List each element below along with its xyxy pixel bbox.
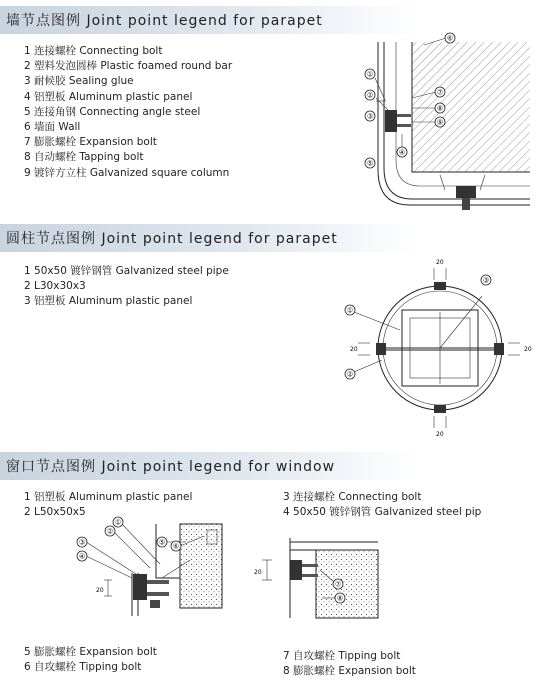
legend-item: 8 膨胀螺栓 Expansion bolt bbox=[283, 665, 416, 678]
legend-item: 6 墙面 Wall bbox=[24, 120, 81, 133]
legend-item: 8 自动螺栓 Tapping bolt bbox=[24, 151, 144, 164]
column-callouts bbox=[345, 275, 491, 379]
window-joint-drawing-right bbox=[0, 518, 538, 638]
callout-label: ⑤ bbox=[158, 538, 166, 547]
dimension-label: 20 bbox=[254, 569, 262, 576]
legend-item: 3 连接螺栓 Connecting bolt bbox=[283, 491, 422, 503]
legend-item: 9 镀锌方立柱 Galvanized square column bbox=[24, 166, 230, 179]
legend-item: 2 塑料发泡圆棒 Plastic foamed round bar bbox=[24, 60, 233, 73]
callout-label: ④ bbox=[78, 552, 86, 561]
legend-item: 7 膨胀螺栓 Expansion bolt bbox=[24, 136, 157, 149]
section-header-column bbox=[0, 224, 420, 252]
legend-item: 1 50x50 镀锌钢管 Galvanized steel pipe bbox=[24, 265, 229, 277]
legend-item: 4 50x50 镀锌钢管 Galvanized steel pip bbox=[283, 506, 482, 519]
column-joint-drawing bbox=[0, 250, 538, 450]
callout-label: ③ bbox=[482, 276, 490, 285]
wall-hatch bbox=[412, 42, 530, 172]
legend-item: 6 自攻螺栓 Tipping bolt bbox=[24, 661, 142, 674]
legend-window-top-left bbox=[24, 490, 192, 520]
callout-label: ④ bbox=[398, 148, 406, 157]
section-title: 窗口节点图例 Joint point legend for window bbox=[6, 459, 336, 475]
callout-label: ② bbox=[366, 91, 374, 100]
dimension-label: 20 bbox=[436, 431, 444, 438]
callout-label: ⑦ bbox=[334, 580, 342, 589]
legend-item: 7 自攻螺栓 Tipping bolt bbox=[283, 650, 401, 662]
callout-label: ① bbox=[114, 518, 122, 527]
section-title: 圆柱节点图例 Joint point legend for parapet bbox=[6, 231, 338, 247]
callout-label: ⑥ bbox=[172, 542, 180, 551]
legend-window-bottom-right bbox=[283, 649, 416, 679]
section-header-window bbox=[0, 452, 420, 480]
wall-joint-drawing bbox=[0, 0, 538, 230]
legend-item: 2 L30x30x3 bbox=[24, 280, 86, 293]
legend-item: 1 铝塑板 Aluminum plastic panel bbox=[24, 491, 193, 503]
legend-item: 4 铝塑板 Aluminum plastic panel bbox=[24, 90, 193, 103]
legend-item: 2 L50x50x5 bbox=[24, 506, 86, 519]
callout-label: ⑧ bbox=[336, 594, 344, 603]
callout-label: ⑥ bbox=[446, 34, 454, 43]
callout-label: ② bbox=[106, 527, 114, 536]
section-title: 墙节点图例 Joint point legend for parapet bbox=[6, 13, 323, 29]
dimension-label: 20 bbox=[96, 587, 104, 594]
callout-label: ⑨ bbox=[436, 118, 444, 127]
legend-item: 3 耐候胶 Sealing glue bbox=[24, 75, 134, 88]
callout-label: ⑦ bbox=[436, 88, 444, 97]
legend-item: 5 膨胀螺栓 Expansion bolt bbox=[24, 646, 157, 658]
legend-item: 1 连接螺栓 Connecting bolt bbox=[24, 45, 163, 57]
dimension-label: 20 bbox=[524, 346, 532, 353]
dimension-label: 20 bbox=[436, 259, 444, 266]
legend-item: 3 铝塑板 Aluminum plastic panel bbox=[24, 295, 193, 308]
callout-label: ① bbox=[346, 306, 354, 315]
callout-label: ① bbox=[366, 70, 374, 79]
callout-label: ⑧ bbox=[436, 104, 444, 113]
legend-window-top-right bbox=[283, 490, 481, 520]
legend-item: 5 连接角钢 Connecting angle steel bbox=[24, 105, 201, 118]
dimension-label: 20 bbox=[350, 346, 358, 353]
callout-label: ⑤ bbox=[366, 159, 374, 168]
callout-label: ③ bbox=[78, 538, 86, 547]
callout-label: ③ bbox=[366, 112, 374, 121]
callout-label: ② bbox=[346, 370, 354, 379]
legend-window-bottom-left bbox=[24, 645, 157, 675]
